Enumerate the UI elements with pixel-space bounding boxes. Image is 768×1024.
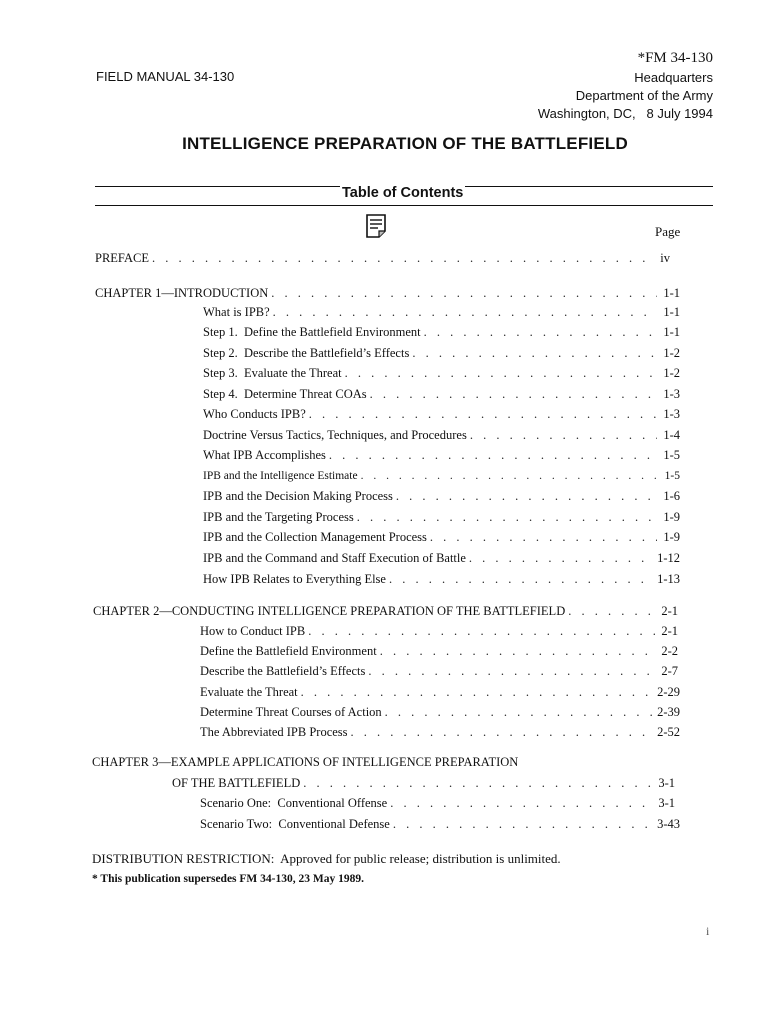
toc-entry-label: Scenario Two: Conventional Defense [200, 817, 390, 831]
toc-entry[interactable] [203, 528, 680, 546]
toc-entry[interactable] [200, 815, 680, 833]
toc-entry-chapter-1[interactable] [95, 284, 680, 302]
toc-entry-label: Step 2. Describe the Battlefield’s Effects [203, 346, 410, 360]
toc-entry[interactable] [203, 405, 680, 423]
hq-line-1: Headquarters [634, 70, 713, 85]
toc-entry[interactable] [203, 467, 680, 485]
hq-line-3: Washington, DC, 8 July 1994 [537, 106, 713, 121]
supersedes-note: * This publication supersedes FM 34-130, 23 May 1989. [92, 873, 364, 885]
toc-entry-label: IPB and the Intelligence Estimate [203, 470, 358, 482]
page-number: i [706, 924, 710, 938]
toc-entry[interactable] [203, 303, 680, 321]
toc-entry-label: How IPB Relates to Everything Else [203, 572, 386, 586]
toc-entry-page: 2-2 [661, 644, 678, 658]
toc-entry-label: The Abbreviated IPB Process [200, 725, 348, 739]
toc-entry-page: 1-9 [663, 530, 680, 544]
toc-entry-label: Describe the Battlefield’s Effects [200, 664, 366, 678]
toc-entry-page: 1-6 [663, 489, 680, 503]
toc-entry-label: Who Conducts IPB? [203, 407, 306, 421]
toc-entry-label: CHAPTER 2—CONDUCTING INTELLIGENCE PREPARATION OF THE BATTLEFIELD [93, 604, 566, 618]
toc-entry-label: IPB and the Decision Making Process [203, 489, 393, 503]
toc-entry[interactable] [200, 683, 680, 701]
document-title: INTELLIGENCE PREPARATION OF THE BATTLEFIELD [182, 134, 628, 153]
toc-entry-page: 2-7 [661, 664, 678, 678]
toc-entry-page: 1-2 [663, 366, 680, 380]
toc-entry-label: Step 4. Determine Threat COAs [203, 387, 367, 401]
toc-entry-page: 1-1 [663, 286, 680, 300]
toc-entry-label: Doctrine Versus Tactics, Techniques, and Procedures [203, 428, 467, 442]
toc-entry[interactable] [200, 723, 680, 741]
hq-line-2: Department of the Army [575, 88, 713, 103]
toc-entry[interactable] [203, 364, 680, 382]
toc-entry-label: Determine Threat Courses of Action [200, 705, 382, 719]
toc-entry[interactable] [203, 446, 680, 464]
toc-entry-page: 3-43 [657, 817, 680, 831]
page-column-header: Page [655, 224, 681, 239]
toc-entry-label: PREFACE [95, 251, 149, 265]
toc-entry-label: IPB and the Collection Management Process [203, 530, 427, 544]
toc-entry[interactable] [203, 344, 680, 362]
toc-entry-label: What is IPB? [203, 305, 270, 319]
toc-entry-label: Define the Battlefield Environment [200, 644, 377, 658]
distribution-restriction: DISTRIBUTION RESTRICTION: Approved for public release; distribution is unlimited. [92, 851, 561, 866]
toc-entry-page: 1-5 [663, 448, 680, 462]
toc-entry-page: 3-1 [658, 776, 675, 790]
toc-entry-label: OF THE BATTLEFIELD [172, 776, 301, 790]
toc-entry-chapter-2[interactable] [93, 602, 678, 620]
toc-entry-page: 1-2 [663, 346, 680, 360]
toc-entry-page: 1-1 [663, 305, 680, 319]
toc-entry[interactable] [203, 487, 680, 505]
toc-entry-page: 1-13 [657, 572, 680, 586]
toc-entry-chapter-3-continued[interactable] [172, 774, 675, 792]
toc-entry-page: 2-39 [657, 705, 680, 719]
toc-entry-label: What IPB Accomplishes [203, 448, 326, 462]
toc-entry-preface[interactable] [95, 249, 670, 267]
toc-entry-label: IPB and the Command and Staff Execution of Battle [203, 551, 466, 565]
toc-entry[interactable] [200, 703, 680, 721]
toc-entry-page: 1-12 [657, 551, 680, 565]
toc-entry-page: 1-3 [663, 387, 680, 401]
toc-entry-page: 3-1 [658, 796, 675, 810]
toc-entry[interactable] [203, 385, 680, 403]
toc-entry-page: 2-52 [657, 725, 680, 739]
toc-entry-label: Scenario One: Conventional Offense [200, 796, 388, 810]
toc-heading: Table of Contents [342, 185, 464, 201]
toc-entry[interactable] [203, 549, 680, 567]
toc-entry-label: How to Conduct IPB [200, 624, 306, 638]
toc-entry[interactable] [200, 622, 678, 640]
toc-entry-chapter-3[interactable]: CHAPTER 3—EXAMPLE APPLICATIONS OF INTELLIGENCE PREPARATION [92, 755, 519, 769]
toc-entry[interactable] [203, 323, 680, 341]
document-icon [366, 214, 386, 238]
toc-entry-page: 1-9 [663, 510, 680, 524]
toc-entry-label: Step 3. Evaluate the Threat [203, 366, 342, 380]
toc-entry-page: 1-5 [664, 470, 680, 482]
issuing-authority [538, 69, 713, 123]
toc-entry-page: 2-29 [657, 685, 680, 699]
field-manual-number: FIELD MANUAL 34-130 [96, 69, 235, 84]
toc-entry-page: iv [660, 251, 670, 265]
toc-entry-label: IPB and the Targeting Process [203, 510, 354, 524]
toc-entry-page: 1-4 [663, 428, 680, 442]
toc-entry[interactable] [203, 508, 680, 526]
publication-code: *FM 34-130 [637, 50, 713, 66]
toc-entry[interactable] [200, 642, 678, 660]
toc-entry[interactable] [200, 662, 678, 680]
toc-entry-page: 2-1 [661, 604, 678, 618]
toc-entry-page: 1-3 [663, 407, 680, 421]
toc-entry-label: CHAPTER 1—INTRODUCTION [95, 286, 269, 300]
toc-entry-label: Evaluate the Threat [200, 685, 298, 699]
toc-entry[interactable] [200, 794, 675, 812]
toc-entry-page: 2-1 [661, 624, 678, 638]
toc-entry[interactable] [203, 570, 680, 588]
toc-entry-label: Step 1. Define the Battlefield Environment [203, 325, 421, 339]
toc-entry-page: 1-1 [663, 325, 680, 339]
toc-rule-bottom [95, 205, 713, 206]
toc-entry[interactable] [203, 426, 680, 444]
